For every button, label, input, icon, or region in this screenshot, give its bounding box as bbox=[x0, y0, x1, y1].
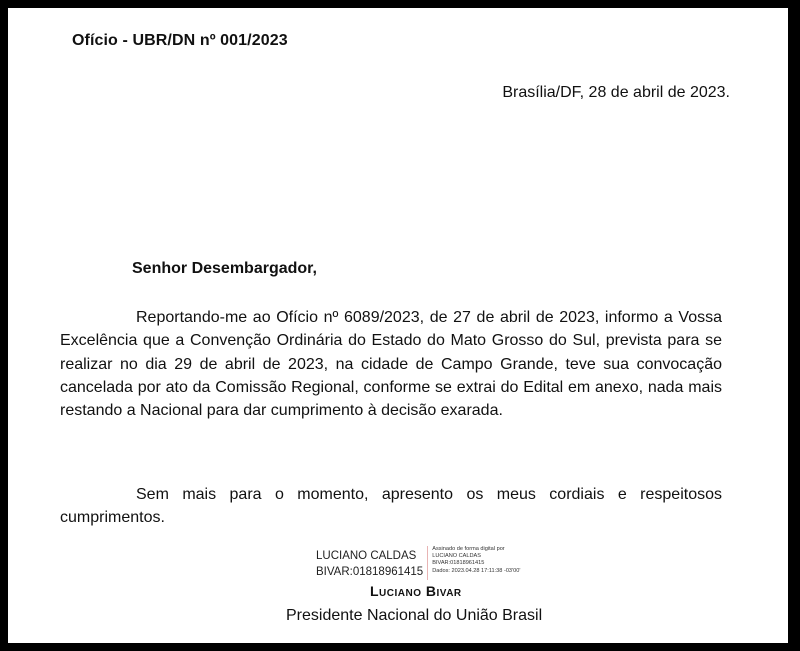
digital-name-line-2: BIVAR:01818961415 bbox=[316, 566, 424, 578]
dateline: Brasília/DF, 28 de abril de 2023. bbox=[502, 84, 730, 101]
digital-signature-name bbox=[316, 546, 428, 580]
paragraph-2-text: Sem mais para o momento, apresento os meus cordiais e respeitosos cumprimentos. bbox=[60, 486, 722, 527]
digital-detail-line-3: BIVAR:01818961415 bbox=[432, 560, 485, 567]
paragraph-1-text: Reportando-me ao Ofício nº 6089/2023, de 27 de abril de 2023, informo a Vossa Excelência que a Convenção Ordinária do Estado do Mato Grosso do Sul, prevista para se realizar no dia 29 de abril de 2023, na cidade de Campo Grande, teve sua convocação cancelada por ato da Comissão Regional, conforme se extrai do Edital em anexo, nada mais restando a Nacional para dar cumprimento à decisão exarada. bbox=[60, 309, 722, 420]
digital-signature-stamp bbox=[316, 546, 520, 580]
letter-page bbox=[8, 8, 788, 643]
digital-detail-line-4: Dados: 2023.04.28 17:11:38 -03'00' bbox=[432, 567, 521, 574]
signer-name: Luciano Bivar bbox=[370, 583, 462, 599]
digital-signature-details bbox=[428, 546, 520, 575]
digital-detail-line-2: LUCIANO CALDAS bbox=[432, 553, 482, 560]
digital-name-line-1: LUCIANO CALDAS bbox=[316, 550, 417, 562]
salutation: Senhor Desembargador, bbox=[132, 260, 317, 277]
body-paragraph-1 bbox=[60, 306, 722, 422]
body-paragraph-2 bbox=[60, 483, 722, 530]
digital-detail-line-1: Assinado de forma digital por bbox=[432, 546, 505, 552]
signer-role: Presidente Nacional do União Brasil bbox=[286, 607, 543, 624]
document-reference: Ofício - UBR/DN nº 001/2023 bbox=[72, 32, 288, 49]
